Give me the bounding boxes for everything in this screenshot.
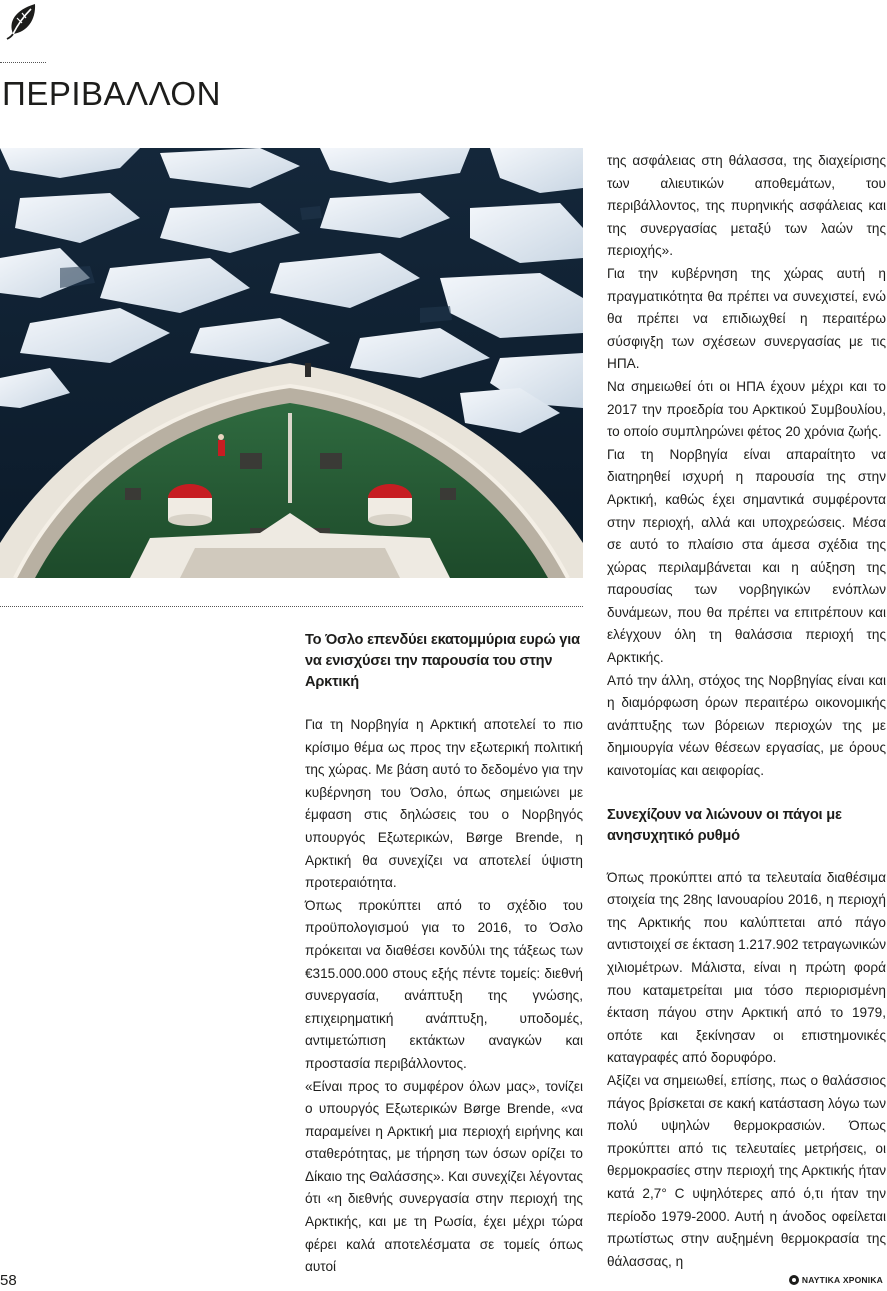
article-left-column xyxy=(305,630,583,1279)
paragraph: Για την κυβέρνηση της χώρας αυτή η πραγματικότητα θα πρέπει να συνεχιστεί, ενώ θα πρέπει να επιδιωχθεί η περαιτέρω σύσφιγξη των σχέσεων συνεργασίας με τις ΗΠΑ. xyxy=(607,265,886,372)
paragraph: Όπως προκύπτει από τα τελευταία διαθέσιμα στοιχεία της 28ης Ιανουαρίου 2016, η περιοχή της Αρκτικής που καλύπτεται από πάγο αντιστοιχεί σε έκταση 1.217.902 τετραγωνικών χιλιομέτρων. Μάλιστα, είναι η πρώτη φορά που καταμετρείται μια τόσο περιορισμένη έκταση πάγου στην Αρκτική από το 1979, οπότε και ξεκίνησαν οι επιστημονικές καταγραφές από δορυφόρο. xyxy=(607,869,886,1066)
section-title: ΠΕΡΙΒΑΛΛΟΝ xyxy=(2,75,221,112)
brand-name: ΝΑΥΤΙΚΑ ΧΡΟΝΙΚΑ xyxy=(801,1275,883,1285)
paragraph: Αξίζει να σημειωθεί, επίσης, πως ο θαλάσσιος πάγος βρίσκεται σε κακή κατάσταση λόγω των πολύ υψηλών θερμοκρασιών. Όπως προκύπτει από τις τελευταίες μετρήσεις, οι θερμοκρασίες στην περιοχή της Αρκτικής ήταν κατά 2,7° C υψηλότερες από ό,τι ήταν την περίοδο 1979-2000. Αυτή η άνοδος οφείλεται πρωτίστως στην αυξημένη θερμοκρασία της θάλασσας, η xyxy=(607,1072,886,1269)
paragraph: Για τη Νορβηγία είναι απαραίτητο να διατηρηθεί ισχυρή η παρουσία της στην Αρκτική, καθώς έχει σημαντικά συμφέροντα στην περιοχή, αλλά και υποχρεώσεις. Μέσα σε αυτό το πλαίσιο στα άμεσα σχέδια της χώρας περιλαμβάνεται και η αύξηση της παρουσίας των νορβηγικών ενόπλων δυνάμεων, που θα πρέπει να επιτρέπουν και ελέγχουν όλη τη θαλάσσια περιοχή της Αρκτικής. xyxy=(607,446,886,666)
brand-logo-icon xyxy=(789,1275,799,1285)
header-divider xyxy=(0,62,46,63)
paragraph: Να σημειωθεί ότι οι ΗΠΑ έχουν μέχρι και το 2017 την προεδρία του Αρκτικού Συμβουλίου, το οποίο συμπληρώνει φέτος 20 χρόνια ζωής. xyxy=(607,378,886,440)
paragraph: της ασφάλειας στη θάλασσα, της διαχείρισης των αλιευτικών αποθεμάτων, του περιβάλλοντος, της πυρηνικής ασφάλειας και της συνεργασίας μεταξύ των λαών της περιοχής». xyxy=(607,153,886,259)
brand-footer xyxy=(789,1275,883,1285)
leaf-icon xyxy=(3,0,39,40)
ship-bow-ice-photo xyxy=(0,148,583,578)
paragraph: Όπως προκύπτει από το σχέδιο του προϋπολογισμού για το 2016, το Όσλο πρόκειται να διαθέσει κονδύλι της τάξεως των €315.000.000 στους εξής πέντε τομείς: διεθνή συνεργασία, ανάπτυξη της γνώσης, επιχειρηματική ανάπτυξη, υποδομές, αντιμετώπιση εκτάκτων αναγκών και προστασία περιβάλλοντος. xyxy=(305,897,583,1071)
article-subheading: Συνεχίζουν να λιώνουν οι πάγοι με ανησυχητικό ρυθμό xyxy=(607,806,842,844)
photo-divider xyxy=(0,606,583,607)
paragraph: «Είναι προς το συμφέρον όλων μας», τονίζει ο υπουργός Εξωτερικών Børge Brende, «να παραμείνει η Αρκτική μια περιοχή ειρήνης και σταθερότητας, με τήρηση των όσων ορίζει το Δίκαιο της Θαλάσσης». Και συνεχίζει λέγοντας ότι «η διεθνής συνεργασία στην περιοχή της Αρκτικής, και με τη Ρωσία, έχει μέχρι τώρα φέρει καλά αποτελέσματα σε τομείς όπως αυτοί xyxy=(305,1078,583,1275)
article-headline: Το Όσλο επενδύει εκατομμύρια ευρώ για να ενισχύσει την παρουσία του στην Αρκτική xyxy=(305,632,580,690)
page-number: 58 xyxy=(0,1272,17,1289)
paragraph: Από την άλλη, στόχος της Νορβηγίας είναι και η διαμόρφωση όρων περαιτέρω οικονομικής ανάπτυξης των βόρειων περιοχών της με δημιουργία νέων θέσεων εργασίας, με όρους καινοτομίας και αειφορίας. xyxy=(607,672,886,779)
paragraph: Για τη Νορβηγία η Αρκτική αποτελεί το πιο κρίσιμο θέμα ως προς την εξωτερική πολιτική της χώρας. Με βάση αυτό το δεδομένο για την κυβέρνηση του Όσλο, όπως σημειώνει με έμφαση στις δηλώσεις του ο Νορβηγός υπουργός Εξωτερικών, Børge Brende, η Αρκτική θα συνεχίζει να αποτελεί ύψιστη προτεραιότητα. xyxy=(305,717,583,891)
article-right-column xyxy=(607,150,886,1273)
